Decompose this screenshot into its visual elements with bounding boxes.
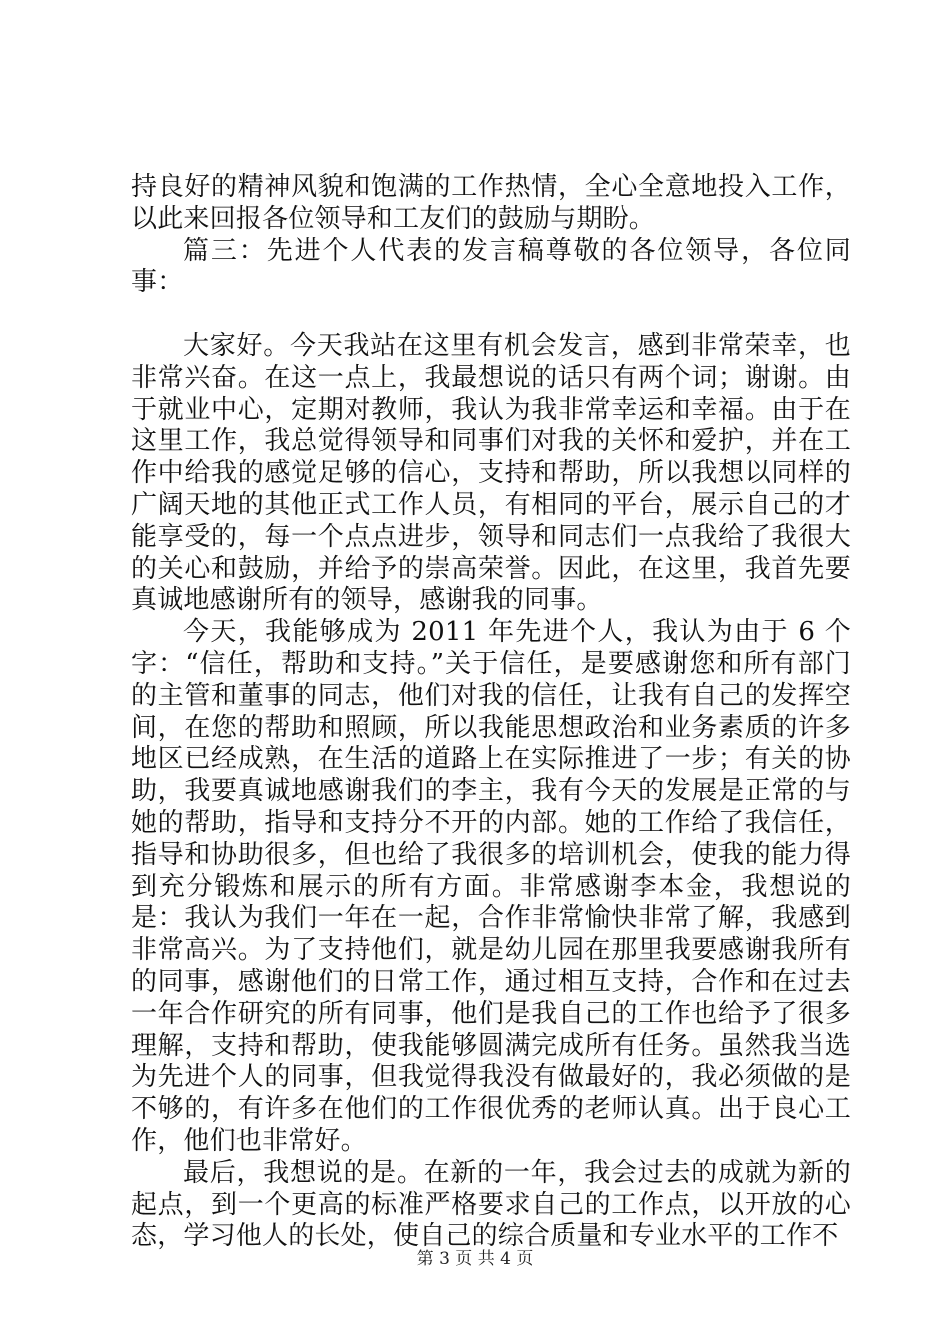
section-heading-paragraph: 篇三：先进个人代表的发言稿尊敬的各位领导，各位同事： bbox=[131, 235, 851, 298]
paragraph-continuation: 持良好的精神风貌和饱满的工作热情，全心全意地投入工作，以此来回报各位领导和工友们的鼓励与期盼。 bbox=[131, 172, 851, 234]
paragraph-greeting: 大家好。今天我站在这里有机会发言，感到非常荣幸，也非常兴奋。在这一点上，我最想说的话只有两个词；谢谢。由于就业中心，定期对教师，我认为我非常幸运和幸福。由于在这里工作，我总觉得领导和同事们对我的关怀和爱护，并在工作中给我的感觉足够的信心，支持和帮助，所以我想以同样的广阔天地的其他正式工作人员，有相同的平台，展示自己的才能享受的，每一个点点进步，领导和同志们一点我给了我很大的关心和鼓励，并给予的崇高荣誉。因此，在这里，我首先要真诚地感谢所有的领导，感谢我的同事。 bbox=[131, 330, 851, 616]
paragraph-thanks: 今天，我能够成为 2011 年先进个人，我认为由于 6 个字：“信任，帮助和支持。”关于信任，是要感谢您和所有部门的主管和董事的同志，他们对我的信任，让我有自己的发挥空间，在您的帮助和照顾，所以我能思想政治和业务素质的许多地区已经成熟，在生活的道路上在实际推进了一步；有关的协助，我要真诚地感谢我们的李主，我有今天的发展是正常的与她的帮助，指导和支持分不开的内部。她的工作给了我信任，指导和协助很多，但也给了我很多的培训机会，使我的能力得到充分锻炼和展示的所有方面。非常感谢李本金，我想说的是：我认为我们一年在一起，合作非常愉快非常了解，我感到非常高兴。为了支持他们，就是幼儿园在那里我要感谢我所有的同事，感谢他们的日常工作，通过相互支持，合作和在过去一年合作研究的所有同事，他们是我自己的工作也给予了很多理解，支持和帮助，使我能够圆满完成所有任务。虽然我当选为先进个人的同事，但我觉得我没有做最好的，我必须做的是不够的，有许多在他们的工作很优秀的老师认真。出于良心工作，他们也非常好。 bbox=[131, 617, 851, 1156]
page-footer: 第 3 页 共 4 页 bbox=[416, 1249, 534, 1269]
paragraph-closing: 最后，我想说的是。在新的一年，我会过去的成就为新的起点，到一个更高的标准严格要求自己的工作点，以开放的心态，学习他人的长处，使自己的综合质量和专业水平的工作不 bbox=[131, 1157, 851, 1252]
document-body bbox=[131, 172, 851, 1253]
